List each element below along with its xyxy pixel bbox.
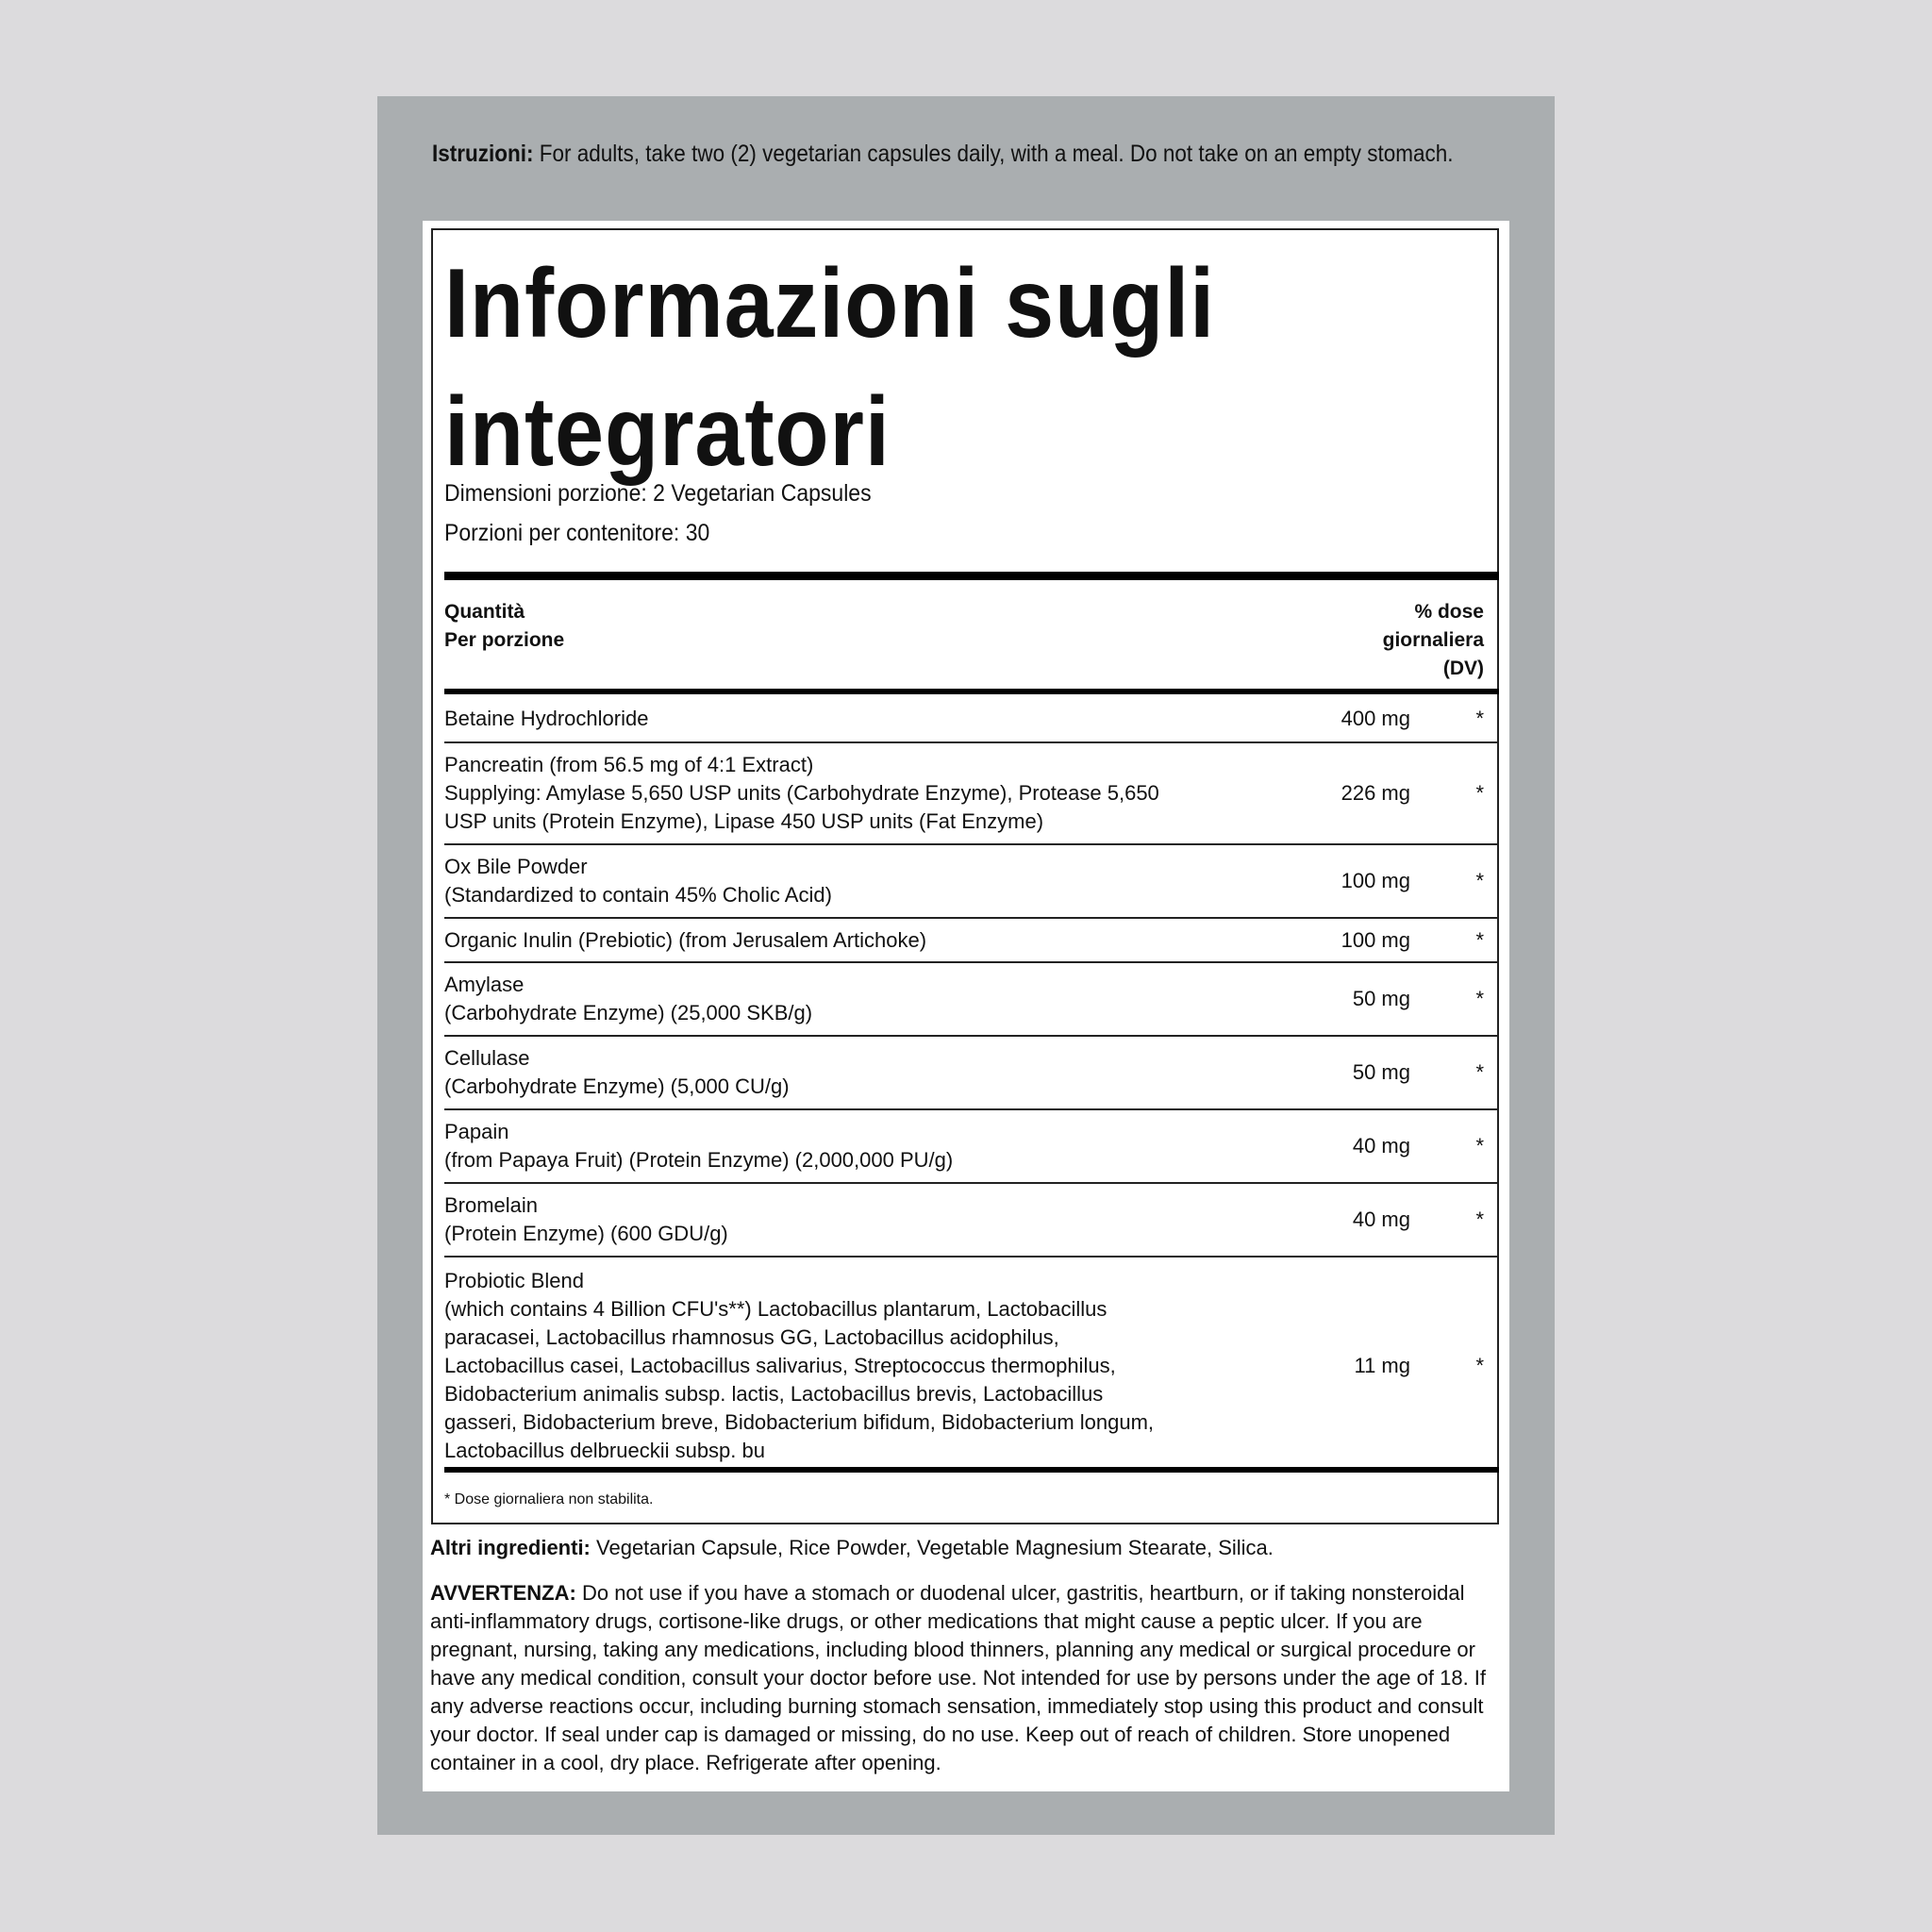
label-panel [377,96,1555,1835]
ingredient-row [444,1110,1499,1184]
ingredient-amount: 40 mg [1352,1208,1410,1231]
ingredient-daily-value: * [1475,1354,1484,1377]
ingredient-name: Pancreatin (from 56.5 mg of 4:1 Extract) Supplying: Amylase 5,650 USP units (Carbohydrate Enzyme), Protease 5,650 USP units (Protein Enzyme), Lipase 450 USP units (Fat Enzyme) [444,753,1159,833]
label-card [423,221,1509,1791]
other-ingredients-label: Altri ingredienti: [430,1536,591,1559]
directions-label: Istruzioni: [432,141,534,167]
ingredient-daily-value: * [1475,1060,1484,1084]
ingredient-amount: 40 mg [1352,1134,1410,1158]
ingredient-name: Bromelain (Protein Enzyme) (600 GDU/g) [444,1193,728,1245]
ingredient-name: Ox Bile Powder (Standardized to contain 45% Cholic Acid) [444,855,832,907]
warning-label: AVVERTENZA: [430,1581,576,1605]
servings-per-container: Porzioni per contenitore: 30 [444,520,710,546]
warning-body: Do not use if you have a stomach or duodenal ulcer, gastritis, heartburn, or if taking nonsteroidal anti-inflammatory drugs, cortisone-like drugs, or other medications that might cause a peptic ulcer. If you are pregnant, nursing, taking any medications, including blood thinners, planning any medical or surgical procedure or have any medical condition, consult your doctor before use. Not intended for use by persons under the age of 18. If any adverse reactions occur, including burning stomach sensation, immediately stop using this product and consult your doctor. If seal under cap is damaged or missing, do no use. Keep out of reach of children. Store unopened container in a cool, dry place. Refrigerate after opening. [430,1581,1487,1774]
ingredient-amount: 100 mg [1341,869,1410,892]
daily-value-header [1383,598,1484,683]
ingredient-daily-value: * [1475,927,1484,952]
ingredient-amount: 50 mg [1352,987,1410,1010]
header-dv-2: giornaliera [1382,629,1484,651]
ingredient-amount: 11 mg [1354,1354,1410,1377]
supplement-facts-box [431,228,1499,1524]
ingredient-table [444,696,1499,1474]
ingredient-name: Organic Inulin (Prebiotic) (from Jerusalem Artichoke) [444,927,927,952]
thick-divider-top [444,572,1499,580]
thick-divider-bottom [444,1467,1499,1473]
header-per-serving: Per porzione [444,629,565,651]
warning-text [430,1579,1506,1777]
ingredient-name: Probiotic Blend (which contains 4 Billion CFU's**) Lactobacillus plantarum, Lactobacillus paracasei, Lactobacillus rhamnosus GG, Lactobacillus acidophilus, Lactobacillus casei, Lactobacillus salivarius, Streptococcus thermophilus, Bidobacterium animalis subsp. lactis, Lactobacillus brevis, Lactobacillus gasseri, Bidobacterium breve, Bidobacterium bifidum, Bidobacterium longum, Lactobacillus delbrueckii subsp. bu [444,1269,1155,1462]
amount-per-serving-header [444,598,564,655]
header-dv-1: % dose [1414,601,1484,623]
directions-body: For adults, take two (2) vegetarian capsules daily, with a meal. Do not take on an empty stomach. [539,141,1454,167]
other-ingredients [430,1536,1506,1560]
ingredient-row [444,963,1499,1037]
ingredient-daily-value: * [1475,1208,1484,1231]
ingredient-name: Papain (from Papaya Fruit) (Protein Enzyme) (2,000,000 PU/g) [444,1120,954,1172]
ingredient-name: Cellulase (Carbohydrate Enzyme) (5,000 CU/g) [444,1046,790,1098]
ingredient-amount: 100 mg [1341,927,1410,952]
ingredient-name: Betaine Hydrochloride [444,707,649,730]
ingredient-amount: 226 mg [1341,781,1410,805]
thick-divider-header [444,689,1499,694]
ingredient-row [444,696,1499,743]
ingredient-row [444,1184,1499,1257]
header-dv-3: (DV) [1442,658,1484,679]
ingredient-daily-value: * [1475,781,1484,805]
ingredient-daily-value: * [1475,707,1484,730]
facts-title: Informazioni sugli integratori [444,249,1216,487]
ingredient-name: Amylase (Carbohydrate Enzyme) (25,000 SKB/g) [444,973,813,1024]
ingredient-row [444,1037,1499,1110]
ingredient-row [444,919,1499,963]
ingredient-daily-value: * [1475,1134,1484,1158]
ingredient-daily-value: * [1475,869,1484,892]
directions-text [432,138,1498,170]
ingredient-row [444,743,1499,845]
ingredient-amount: 400 mg [1341,707,1410,730]
ingredient-daily-value: * [1475,987,1484,1010]
other-ingredients-text: Vegetarian Capsule, Rice Powder, Vegetable Magnesium Stearate, Silica. [596,1536,1274,1559]
header-quantity: Quantità [444,601,525,623]
daily-value-footnote: * Dose giornaliera non stabilita. [444,1491,654,1507]
serving-size: Dimensioni porzione: 2 Vegetarian Capsules [444,480,872,507]
ingredient-row [444,845,1499,919]
ingredient-row [444,1257,1499,1474]
ingredient-amount: 50 mg [1352,1060,1410,1084]
